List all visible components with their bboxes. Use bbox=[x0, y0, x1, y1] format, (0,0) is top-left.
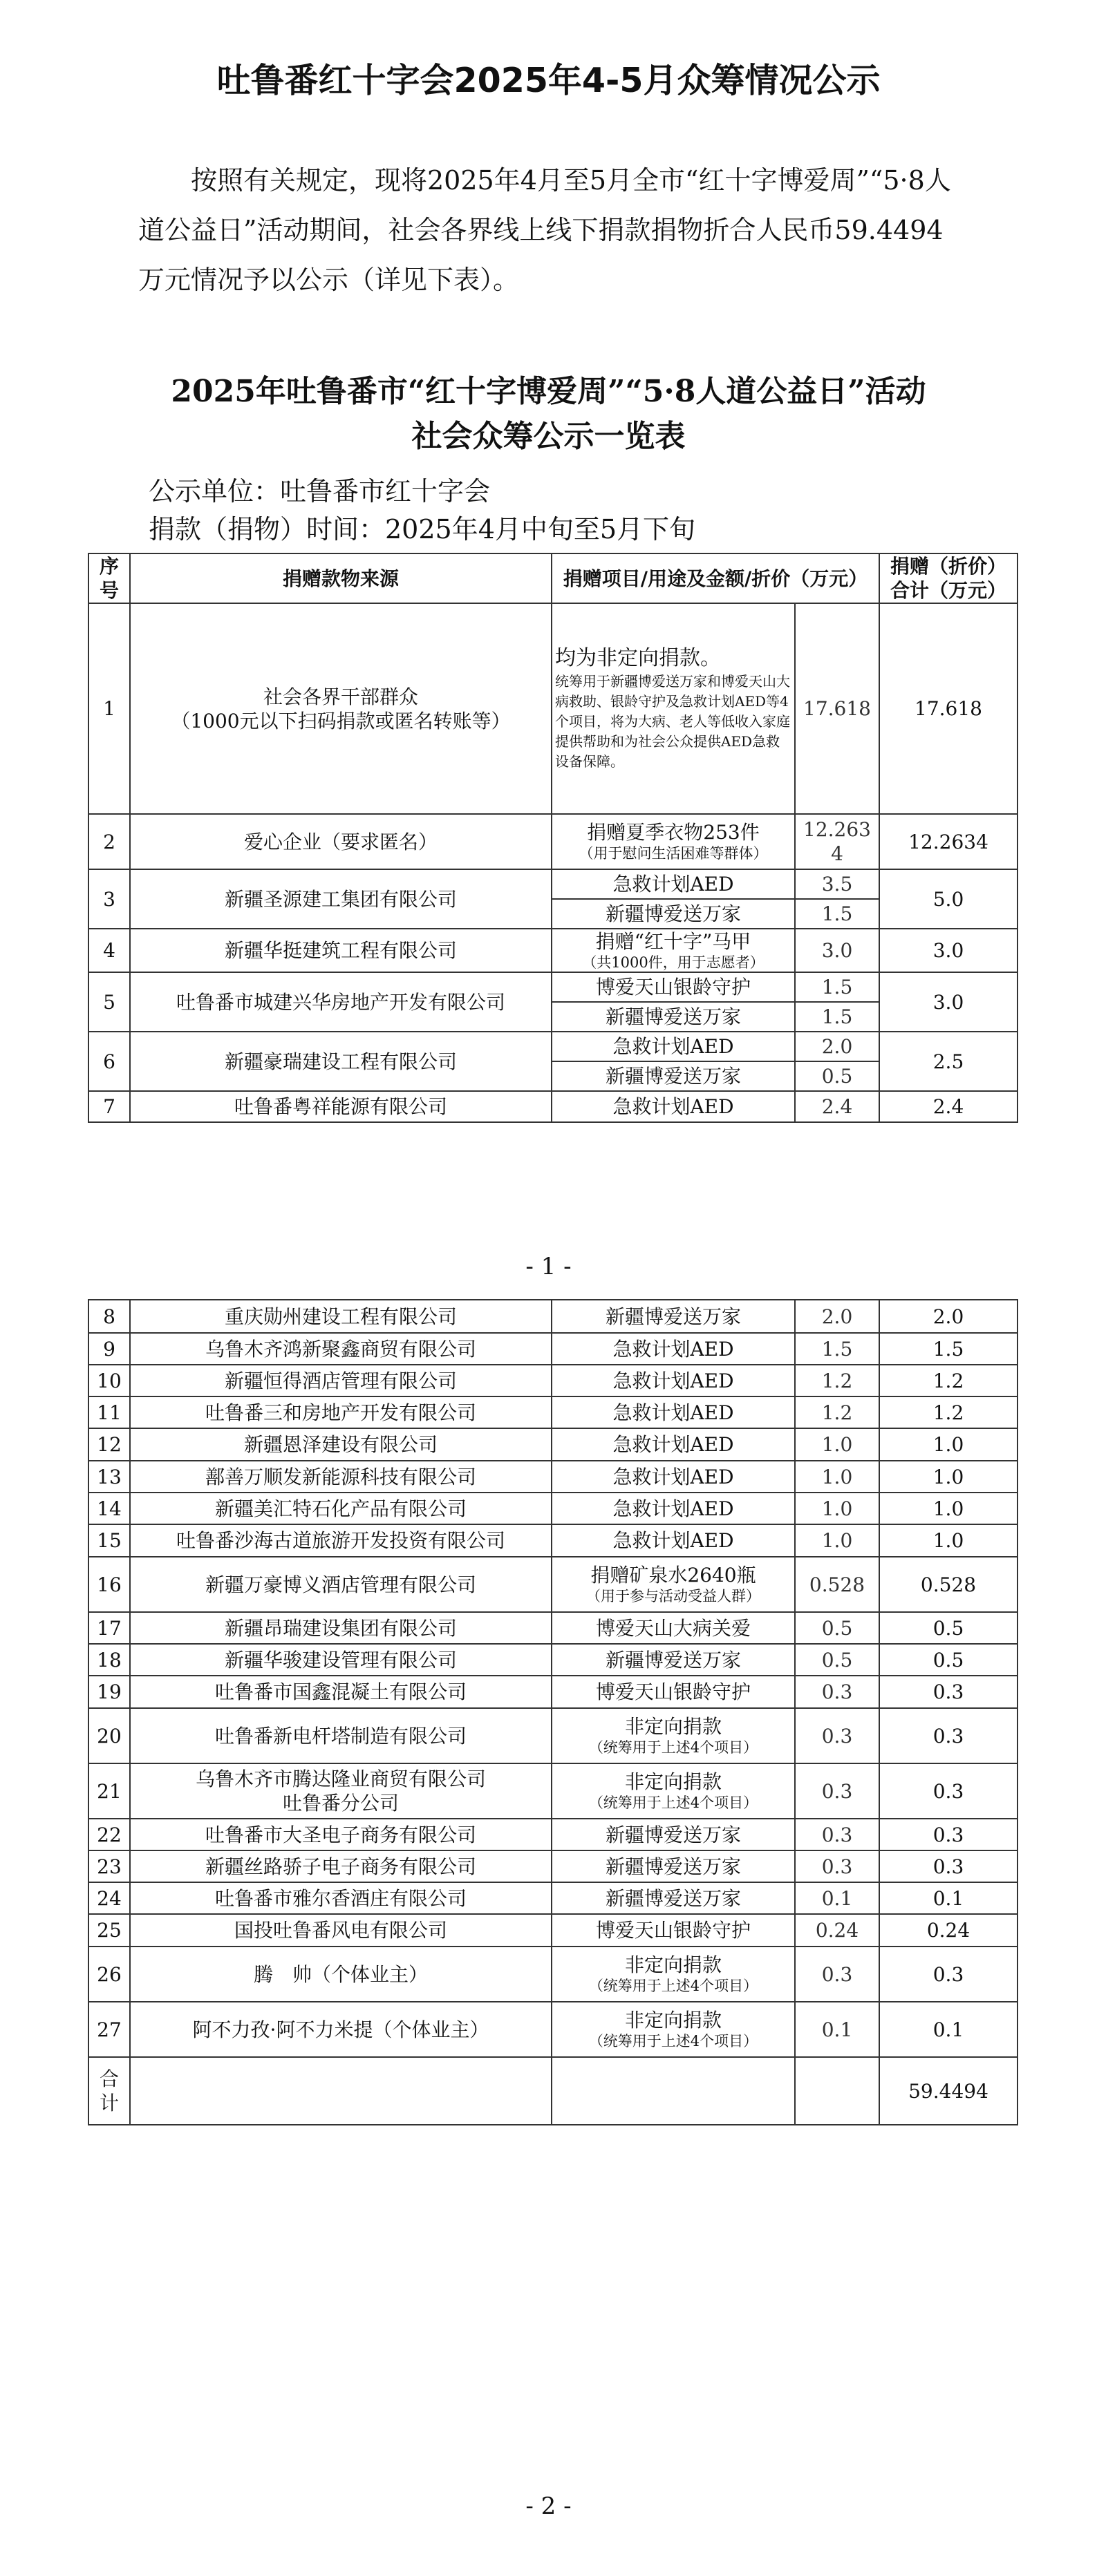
row-number: 24 bbox=[88, 1882, 130, 1914]
project-label: 非定向捐款 bbox=[624, 1715, 722, 1739]
donor-name bbox=[130, 1850, 552, 1882]
donor-name bbox=[130, 1524, 552, 1557]
row-total: 0.3 bbox=[879, 1676, 1018, 1708]
project-amount: 2.4 bbox=[795, 1091, 879, 1122]
donor-name bbox=[130, 1428, 552, 1461]
donor-name: 新疆豪瑞建设工程有限公司 bbox=[130, 1032, 552, 1091]
project-label: 博爱天山大病关爱 bbox=[595, 1616, 751, 1640]
table-row bbox=[88, 1396, 1018, 1428]
project-name: 急救计划AED bbox=[552, 1032, 795, 1061]
project-amount: 2.0 bbox=[795, 1300, 879, 1333]
row-total: 2.0 bbox=[879, 1300, 1018, 1333]
row-total: 1.0 bbox=[879, 1524, 1018, 1557]
project-amount: 1.5 bbox=[795, 972, 879, 1002]
table-row bbox=[88, 1428, 1018, 1461]
donor-name-line: 新疆华挺建筑工程有限公司 bbox=[224, 939, 457, 963]
sum-label: 合计 bbox=[88, 2057, 130, 2125]
project-amount: 0.528 bbox=[795, 1557, 879, 1612]
donor-name bbox=[130, 1947, 552, 2002]
project-name bbox=[552, 1850, 795, 1882]
project-amount: 2.0 bbox=[795, 1032, 879, 1061]
table-row bbox=[88, 1612, 1018, 1644]
donor-name-line: 爱心企业（要求匿名） bbox=[243, 830, 438, 853]
project-name bbox=[552, 603, 795, 814]
row-total: 12.2634 bbox=[879, 814, 1018, 869]
header-total: 捐赠（折价）合计（万元） bbox=[879, 553, 1018, 603]
project-name bbox=[552, 1396, 795, 1428]
project-amount: 0.1 bbox=[795, 2002, 879, 2057]
sum-empty-source bbox=[130, 2057, 552, 2125]
row-total: 0.3 bbox=[879, 1947, 1018, 2002]
project-name bbox=[552, 1612, 795, 1644]
row-number: 18 bbox=[88, 1644, 130, 1676]
donor-name-line: 吐鲁番三和房地产开发有限公司 bbox=[205, 1401, 476, 1424]
donor-name bbox=[130, 1708, 552, 1763]
row-number: 10 bbox=[88, 1365, 130, 1396]
table-row bbox=[88, 1091, 1018, 1122]
project-name: 新疆博爱送万家 bbox=[552, 899, 795, 929]
donor-name-line: 吐鲁番市大圣电子商务有限公司 bbox=[205, 1823, 476, 1846]
project-label: 急救计划AED bbox=[612, 1337, 734, 1361]
table-row bbox=[88, 1032, 1018, 1061]
header-source: 捐赠款物来源 bbox=[130, 553, 552, 603]
project-label: 捐赠“红十字”马甲 bbox=[595, 930, 751, 953]
project-name: 博爱天山银龄守护 bbox=[552, 972, 795, 1002]
row-number: 2 bbox=[88, 814, 130, 869]
table-row bbox=[88, 1850, 1018, 1882]
intro-paragraph: 按照有关规定，现将2025年4月至5月全市“红十字博爱周”“5·8人道公益日”活动期间，社会各界线上线下捐款捐物折合人民币59.4494万元情况予以公示（详见下表）。 bbox=[138, 165, 951, 295]
donor-name bbox=[130, 603, 552, 814]
row-number: 5 bbox=[88, 972, 130, 1032]
row-number: 19 bbox=[88, 1676, 130, 1708]
donor-name-line: 新疆华骏建设管理有限公司 bbox=[224, 1648, 457, 1671]
donor-name bbox=[130, 1396, 552, 1428]
table-row bbox=[88, 1882, 1018, 1914]
project-amount: 0.3 bbox=[795, 1850, 879, 1882]
row-total: 0.3 bbox=[879, 1850, 1018, 1882]
table-row bbox=[88, 1524, 1018, 1557]
donor-name bbox=[130, 929, 552, 972]
donor-name bbox=[130, 1763, 552, 1819]
table-row bbox=[88, 1493, 1018, 1524]
donor-name bbox=[130, 2002, 552, 2057]
donor-name-line: 吐鲁番新电杆塔制造有限公司 bbox=[214, 1724, 467, 1748]
donation-table-page1 bbox=[88, 553, 1018, 1123]
project-amount: 17.618 bbox=[795, 603, 879, 814]
row-number: 21 bbox=[88, 1763, 130, 1819]
table-row bbox=[88, 929, 1018, 972]
donor-name-line: 新疆丝路骄子电子商务有限公司 bbox=[205, 1855, 476, 1878]
project-label: 非定向捐款 bbox=[624, 2009, 722, 2032]
table-row bbox=[88, 1676, 1018, 1708]
table-title-line2: 社会众筹公示一览表 bbox=[411, 419, 686, 454]
row-total: 0.5 bbox=[879, 1644, 1018, 1676]
table-title-line1: 2025年吐鲁番市“红十字博爱周”“5·8人道公益日”活动 bbox=[171, 374, 926, 409]
donor-name bbox=[130, 1461, 552, 1493]
donor-name-line: 阿不力孜·阿不力米提（个体业主） bbox=[192, 2018, 489, 2041]
project-name bbox=[552, 1676, 795, 1708]
project-label: 急救计划AED bbox=[612, 1465, 734, 1488]
project-note: （统筹用于上述4个项目） bbox=[588, 1794, 758, 1812]
sum-total: 59.4494 bbox=[879, 2057, 1018, 2125]
project-label: 急救计划AED bbox=[612, 1401, 734, 1424]
project-amount: 1.0 bbox=[795, 1493, 879, 1524]
table-row bbox=[88, 1947, 1018, 2002]
project-note: （共1000件，用于志愿者） bbox=[582, 954, 765, 971]
row-total: 1.2 bbox=[879, 1365, 1018, 1396]
table-row bbox=[88, 1365, 1018, 1396]
donor-name bbox=[130, 1300, 552, 1333]
project-name bbox=[552, 1365, 795, 1396]
header-number: 序号 bbox=[88, 553, 130, 603]
donor-name-line: 新疆美汇特石化产品有限公司 bbox=[214, 1497, 467, 1520]
project-amount: 3.5 bbox=[795, 869, 879, 899]
row-total: 1.5 bbox=[879, 1333, 1018, 1365]
row-number: 4 bbox=[88, 929, 130, 972]
project-amount: 0.5 bbox=[795, 1061, 879, 1091]
row-total: 17.618 bbox=[879, 603, 1018, 814]
project-amount: 12.2634 bbox=[795, 814, 879, 869]
project-label: 急救计划AED bbox=[612, 1369, 734, 1392]
donor-name-line: 新疆恩泽建设有限公司 bbox=[243, 1433, 438, 1456]
project-label: 急救计划AED bbox=[612, 1433, 734, 1456]
donor-name-line: 社会各界干部群众 bbox=[263, 685, 418, 708]
donor-name bbox=[130, 1557, 552, 1612]
publisher-unit: 公示单位：吐鲁番市红十字会 bbox=[149, 476, 491, 506]
row-total: 0.3 bbox=[879, 1708, 1018, 1763]
project-amount: 1.2 bbox=[795, 1396, 879, 1428]
row-total: 2.5 bbox=[879, 1032, 1018, 1091]
row-number: 12 bbox=[88, 1428, 130, 1461]
row-total: 0.1 bbox=[879, 2002, 1018, 2057]
project-note: （用于参与活动受益人群） bbox=[586, 1588, 760, 1605]
donor-name-line: 乌鲁木齐市腾达隆业商贸有限公司 bbox=[195, 1768, 486, 1790]
project-label: 捐赠夏季衣物253件 bbox=[587, 821, 760, 844]
row-number: 11 bbox=[88, 1396, 130, 1428]
project-amount: 0.3 bbox=[795, 1819, 879, 1850]
project-label: 新疆博爱送万家 bbox=[605, 1648, 741, 1671]
row-total: 1.2 bbox=[879, 1396, 1018, 1428]
donor-name-line: 腾 帅（个体业主） bbox=[253, 1962, 428, 1986]
table-row bbox=[88, 1914, 1018, 1947]
donor-name bbox=[130, 1365, 552, 1396]
donor-name-line2: 吐鲁番分公司 bbox=[282, 1792, 399, 1815]
row-number: 13 bbox=[88, 1461, 130, 1493]
row-number: 27 bbox=[88, 2002, 130, 2057]
project-label: 新疆博爱送万家 bbox=[605, 1823, 741, 1846]
project-label: 急救计划AED bbox=[612, 1529, 734, 1552]
project-label: 非定向捐款 bbox=[624, 1770, 722, 1794]
page-number-1: - 1 - bbox=[525, 1253, 572, 1280]
table-header-row bbox=[88, 553, 1018, 603]
table-row bbox=[88, 1300, 1018, 1333]
project-label: 新疆博爱送万家 bbox=[605, 1855, 741, 1878]
project-name bbox=[552, 1300, 795, 1333]
donor-name-line: 鄯善万顺发新能源科技有限公司 bbox=[205, 1465, 476, 1488]
project-amount: 0.1 bbox=[795, 1882, 879, 1914]
project-label: 博爱天山银龄守护 bbox=[595, 1919, 751, 1942]
row-total: 0.528 bbox=[879, 1557, 1018, 1612]
table-row bbox=[88, 1819, 1018, 1850]
sum-empty-amount bbox=[795, 2057, 879, 2125]
project-amount: 0.5 bbox=[795, 1612, 879, 1644]
donor-note: （1000元以下扫码捐款或匿名转账等） bbox=[171, 709, 511, 732]
project-name: 新疆博爱送万家 bbox=[552, 1061, 795, 1091]
donor-name: 吐鲁番市城建兴华房地产开发有限公司 bbox=[130, 972, 552, 1032]
donor-name-line: 新疆万豪博义酒店管理有限公司 bbox=[205, 1573, 476, 1596]
donor-name-line: 国投吐鲁番风电有限公司 bbox=[234, 1919, 447, 1942]
row-number: 8 bbox=[88, 1300, 130, 1333]
project-amount: 1.5 bbox=[795, 1333, 879, 1365]
row-total: 2.4 bbox=[879, 1091, 1018, 1122]
table-row bbox=[88, 1333, 1018, 1365]
project-name bbox=[552, 1524, 795, 1557]
project-name bbox=[552, 1333, 795, 1365]
donor-name-line: 吐鲁番粤祥能源有限公司 bbox=[234, 1095, 447, 1119]
donor-name bbox=[130, 1882, 552, 1914]
project-name: 新疆博爱送万家 bbox=[552, 1002, 795, 1032]
row-number: 15 bbox=[88, 1524, 130, 1557]
project-amount: 0.5 bbox=[795, 1644, 879, 1676]
project-name: 急救计划AED bbox=[552, 869, 795, 899]
row-number: 7 bbox=[88, 1091, 130, 1122]
donor-name-line: 吐鲁番沙海古道旅游开发投资有限公司 bbox=[176, 1529, 505, 1552]
header-project: 捐赠项目/用途及金额/折价（万元） bbox=[552, 553, 879, 603]
donor-name-line: 吐鲁番市雅尔香酒庄有限公司 bbox=[214, 1886, 467, 1910]
row-total: 1.0 bbox=[879, 1461, 1018, 1493]
donor-name-line: 乌鲁木齐鸿新聚鑫商贸有限公司 bbox=[205, 1337, 476, 1361]
project-amount: 1.0 bbox=[795, 1524, 879, 1557]
row-number: 16 bbox=[88, 1557, 130, 1612]
table-row bbox=[88, 1461, 1018, 1493]
project-note: （用于慰问生活困难等群体） bbox=[579, 845, 768, 862]
sum-row bbox=[88, 2057, 1018, 2125]
table-row bbox=[88, 2002, 1018, 2057]
table-row bbox=[88, 1557, 1018, 1612]
project-label: 急救计划AED bbox=[612, 1095, 734, 1119]
row-number: 1 bbox=[88, 603, 130, 814]
donor-name bbox=[130, 1333, 552, 1365]
project-amount: 1.2 bbox=[795, 1365, 879, 1396]
table-row bbox=[88, 1763, 1018, 1819]
project-name bbox=[552, 1914, 795, 1947]
project-amount: 3.0 bbox=[795, 929, 879, 972]
project-amount: 1.0 bbox=[795, 1428, 879, 1461]
donation-period: 捐款（捐物）时间：2025年4月中旬至5月下旬 bbox=[149, 514, 696, 544]
project-amount: 1.0 bbox=[795, 1461, 879, 1493]
row-number: 23 bbox=[88, 1850, 130, 1882]
row-total: 0.5 bbox=[879, 1612, 1018, 1644]
project-description: 统筹用于新疆博爱送万家和博爱天山大病救助、银龄守护及急救计划AED等4个项目，将为大病、老人等低收入家庭提供帮助和为社会公众提供AED急救设备保障。 bbox=[555, 672, 790, 770]
row-total: 0.3 bbox=[879, 1819, 1018, 1850]
donor-name bbox=[130, 1644, 552, 1676]
donor-name: 新疆圣源建工集团有限公司 bbox=[130, 869, 552, 929]
project-name bbox=[552, 1763, 795, 1819]
donor-name bbox=[130, 1914, 552, 1947]
donor-name bbox=[130, 1091, 552, 1122]
donor-name-line: 新疆恒得酒店管理有限公司 bbox=[224, 1369, 457, 1392]
project-name bbox=[552, 814, 795, 869]
table-row bbox=[88, 972, 1018, 1002]
project-label: 急救计划AED bbox=[612, 1497, 734, 1520]
project-amount: 0.3 bbox=[795, 1676, 879, 1708]
project-name bbox=[552, 1819, 795, 1850]
donor-name-line: 新疆昂瑞建设集团有限公司 bbox=[224, 1616, 457, 1640]
row-total: 1.0 bbox=[879, 1493, 1018, 1524]
project-label: 博爱天山银龄守护 bbox=[595, 1680, 751, 1703]
project-label: 非定向捐款 bbox=[624, 1953, 722, 1977]
project-name bbox=[552, 1493, 795, 1524]
row-number: 14 bbox=[88, 1493, 130, 1524]
project-name bbox=[552, 1428, 795, 1461]
table-row bbox=[88, 869, 1018, 899]
table-row bbox=[88, 603, 1018, 814]
project-label: 新疆博爱送万家 bbox=[605, 1305, 741, 1328]
row-number: 22 bbox=[88, 1819, 130, 1850]
row-number: 25 bbox=[88, 1914, 130, 1947]
project-note: （统筹用于上述4个项目） bbox=[588, 2033, 758, 2050]
table-row bbox=[88, 814, 1018, 869]
project-name bbox=[552, 1644, 795, 1676]
project-note: （统筹用于上述4个项目） bbox=[588, 1978, 758, 1995]
donor-name bbox=[130, 1612, 552, 1644]
project-name bbox=[552, 1882, 795, 1914]
sum-empty-project bbox=[552, 2057, 795, 2125]
row-total: 0.1 bbox=[879, 1882, 1018, 1914]
project-name bbox=[552, 2002, 795, 2057]
table-row bbox=[88, 1644, 1018, 1676]
project-amount: 0.24 bbox=[795, 1914, 879, 1947]
donation-table-page2 bbox=[88, 1299, 1018, 2125]
row-number: 26 bbox=[88, 1947, 130, 2002]
project-name bbox=[552, 1708, 795, 1763]
project-amount: 0.3 bbox=[795, 1763, 879, 1819]
row-total: 3.0 bbox=[879, 929, 1018, 972]
project-name bbox=[552, 1091, 795, 1122]
donor-name bbox=[130, 1493, 552, 1524]
donor-name-line: 吐鲁番市国鑫混凝土有限公司 bbox=[214, 1680, 467, 1703]
table-row bbox=[88, 1708, 1018, 1763]
project-amount: 1.5 bbox=[795, 899, 879, 929]
project-lead: 均为非定向捐款。 bbox=[555, 646, 721, 671]
row-number: 3 bbox=[88, 869, 130, 929]
row-total: 0.24 bbox=[879, 1914, 1018, 1947]
donor-name bbox=[130, 814, 552, 869]
project-label: 新疆博爱送万家 bbox=[605, 1886, 741, 1910]
donor-name bbox=[130, 1676, 552, 1708]
project-name bbox=[552, 1947, 795, 2002]
row-total: 1.0 bbox=[879, 1428, 1018, 1461]
project-amount: 0.3 bbox=[795, 1708, 879, 1763]
page-number-2: - 2 - bbox=[525, 2492, 572, 2520]
project-amount: 1.5 bbox=[795, 1002, 879, 1032]
row-total: 3.0 bbox=[879, 972, 1018, 1032]
row-number: 6 bbox=[88, 1032, 130, 1091]
row-total: 5.0 bbox=[879, 869, 1018, 929]
row-number: 20 bbox=[88, 1708, 130, 1763]
project-name bbox=[552, 929, 795, 972]
project-label: 捐赠矿泉水2640瓶 bbox=[590, 1564, 756, 1587]
project-note: （统筹用于上述4个项目） bbox=[588, 1739, 758, 1756]
row-number: 9 bbox=[88, 1333, 130, 1365]
project-name bbox=[552, 1557, 795, 1612]
donor-name bbox=[130, 1819, 552, 1850]
document-title: 吐鲁番红十字会2025年4-5月众筹情况公示 bbox=[216, 61, 881, 100]
project-name bbox=[552, 1461, 795, 1493]
row-number: 17 bbox=[88, 1612, 130, 1644]
row-total: 0.3 bbox=[879, 1763, 1018, 1819]
project-amount: 0.3 bbox=[795, 1947, 879, 2002]
donor-name-line: 重庆勋州建设工程有限公司 bbox=[224, 1305, 457, 1328]
